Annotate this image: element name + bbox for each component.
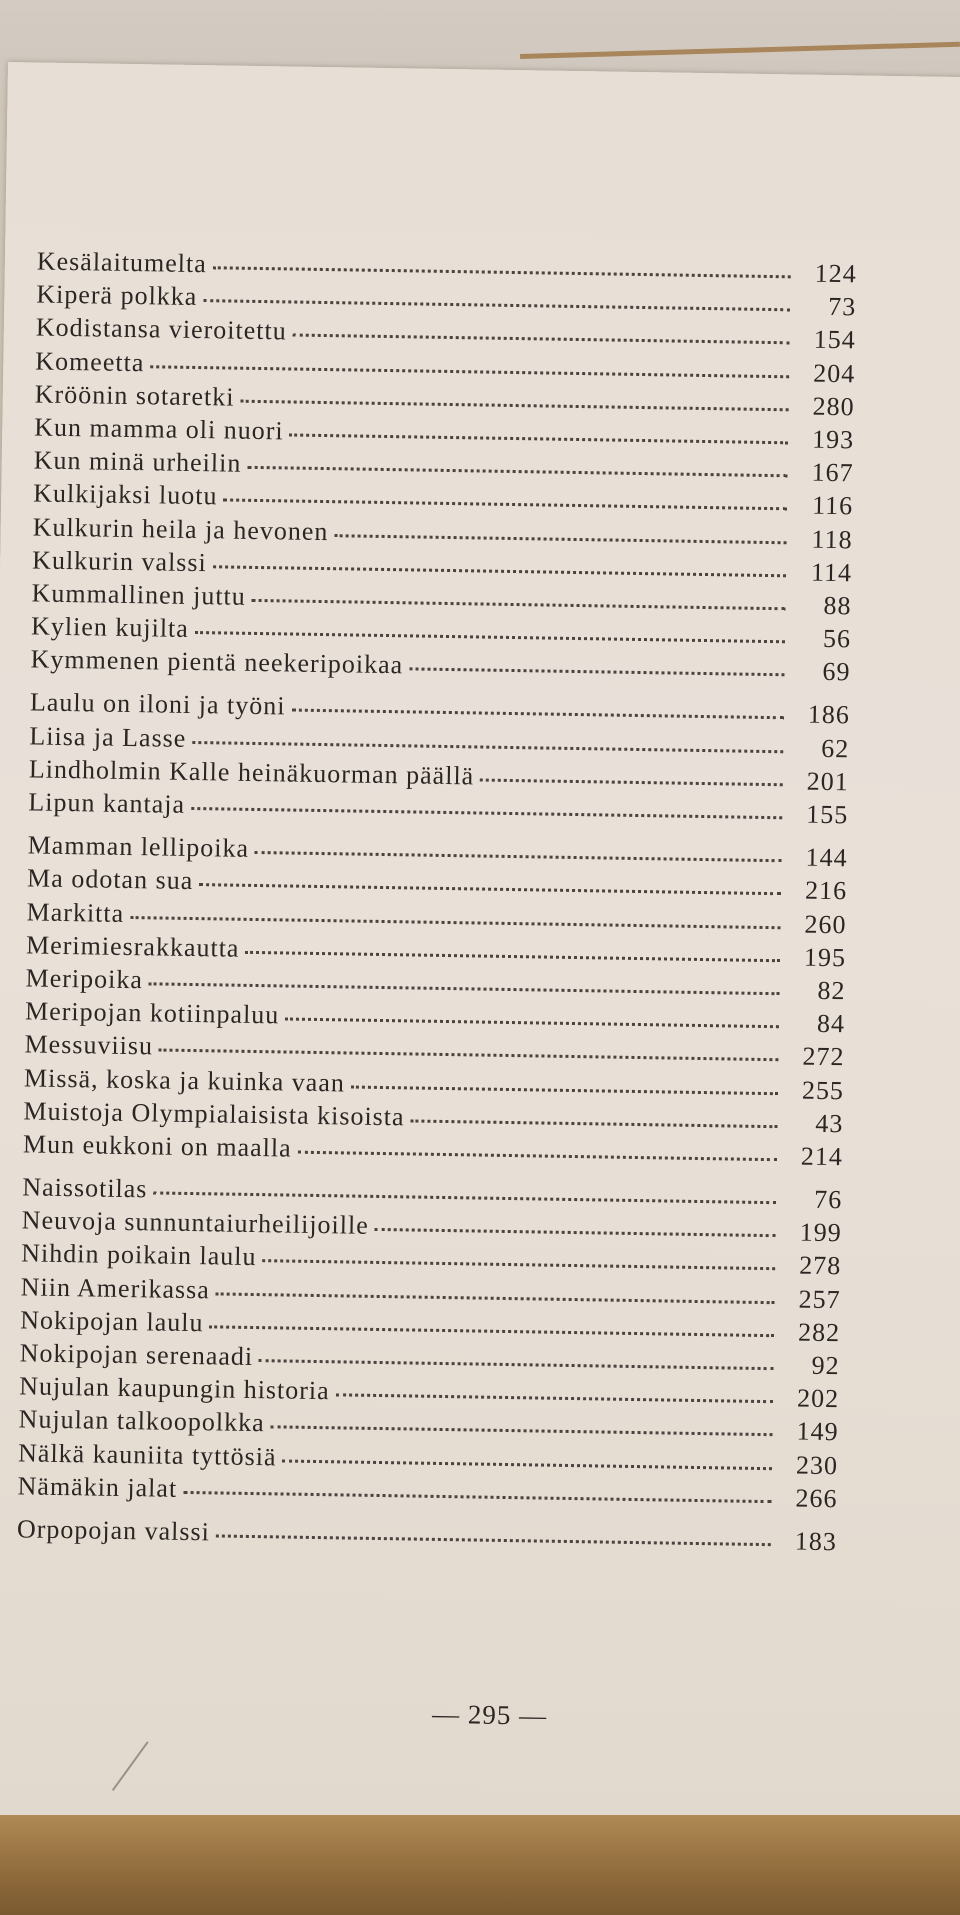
dot-leader — [291, 708, 783, 720]
entry-title: Kun minä urheilin — [33, 445, 242, 478]
entry-page-number: 56 — [822, 623, 852, 654]
entry-page-number: 144 — [805, 842, 848, 873]
entry-title: Missä, koska ja kuinka vaan — [23, 1062, 346, 1097]
entry-title: Kodistansa vieroitettu — [35, 312, 287, 346]
entry-title: Orpopojan valssi — [16, 1514, 211, 1547]
dot-leader — [409, 667, 784, 677]
entry-page-number: 272 — [802, 1041, 845, 1072]
entry-title: Kröönin sotaretki — [34, 379, 235, 412]
dot-leader — [203, 298, 790, 311]
entry-page-number: 266 — [795, 1483, 838, 1513]
dot-leader — [282, 1458, 772, 1470]
entry-title: Kun mamma oli nuori — [34, 412, 284, 446]
toc-entry — [17, 1512, 837, 1558]
entry-page-number: 282 — [797, 1317, 841, 1348]
entry-title: Laulu on iloni ja työni — [29, 687, 286, 721]
dot-leader — [195, 630, 785, 643]
entry-page-number: 214 — [800, 1141, 844, 1172]
entry-page-number: 257 — [798, 1284, 841, 1314]
entry-title: Meripoika — [25, 963, 144, 995]
dot-leader — [213, 265, 791, 278]
dot-leader — [213, 564, 786, 577]
dot-leader — [216, 1533, 771, 1546]
entry-title: Kummallinen juttu — [31, 578, 247, 611]
entry-page-number: 62 — [821, 733, 850, 763]
entry-page-number: 260 — [804, 909, 847, 939]
book-page — [0, 62, 960, 1837]
dot-leader — [223, 498, 787, 511]
dot-leader — [375, 1227, 776, 1237]
entry-title: Muistoja Olympialaisista kisoista — [23, 1096, 405, 1132]
entry-page-number: 73 — [828, 292, 857, 322]
entry-title: Niin Amerikassa — [20, 1271, 211, 1304]
entry-page-number: 154 — [813, 325, 856, 355]
entry-title: Kulkijaksi luotu — [33, 478, 218, 511]
entry-title: Meripojan kotiinpaluu — [24, 996, 280, 1030]
entry-page-number: 149 — [796, 1416, 839, 1447]
entry-title: Nihdin poikain laulu — [21, 1238, 257, 1272]
dot-leader — [240, 398, 788, 411]
dot-leader — [245, 950, 780, 962]
entry-title: Kulkurin heila ja hevonen — [32, 511, 329, 546]
entry-page-number: 216 — [804, 875, 848, 906]
dot-leader — [216, 1291, 775, 1304]
entry-page-number: 82 — [817, 975, 846, 1006]
entry-title: Kulkurin valssi — [31, 545, 208, 577]
entry-page-number: 92 — [811, 1350, 840, 1381]
pencil-mark — [112, 1741, 149, 1791]
entry-title: Lindholmin Kalle heinäkuorman päällä — [28, 754, 475, 791]
entry-page-number: 195 — [803, 942, 847, 973]
dot-leader — [247, 465, 787, 477]
dot-leader — [271, 1425, 773, 1437]
entry-page-number: 280 — [812, 391, 855, 422]
entry-page-number: 118 — [811, 524, 853, 554]
entry-page-number: 43 — [815, 1108, 844, 1138]
entry-page-number: 278 — [798, 1251, 842, 1281]
entry-title: Nokipojan serenaadi — [19, 1338, 254, 1372]
entry-title: Nokipojan laulu — [20, 1305, 204, 1338]
entry-title: Messuviisu — [24, 1029, 154, 1061]
entry-title: Nujulan kaupungin historia — [18, 1371, 330, 1406]
entry-title: Liisa ja Lasse — [29, 721, 187, 753]
entry-title: Naissotilas — [22, 1172, 148, 1204]
page-number: — 295 — — [431, 1698, 548, 1731]
entry-title: Kesälaitumelta — [36, 246, 208, 279]
dot-leader — [351, 1084, 778, 1095]
dot-leader — [255, 850, 782, 862]
dot-leader — [130, 915, 780, 929]
entry-page-number: 202 — [796, 1383, 840, 1414]
dot-leader — [150, 364, 789, 378]
dot-leader — [159, 1048, 779, 1062]
dot-leader — [410, 1118, 777, 1128]
entry-page-number: 116 — [811, 490, 854, 521]
entry-page-number: 230 — [795, 1450, 839, 1480]
dot-leader — [290, 432, 789, 444]
entry-page-number: 114 — [810, 557, 853, 588]
background-bottom — [0, 1815, 960, 1915]
dot-leader — [149, 981, 780, 995]
entry-page-number: 84 — [816, 1008, 846, 1039]
entry-title: Ma odotan sua — [26, 863, 194, 896]
entry-page-number: 199 — [799, 1217, 842, 1248]
dot-leader — [199, 882, 781, 895]
dot-leader — [480, 777, 783, 786]
entry-page-number: 204 — [812, 358, 856, 388]
entry-title: Neuvoja sunnuntaiurheilijoille — [21, 1205, 369, 1241]
entry-title: Nujulan talkoopolkka — [18, 1404, 265, 1438]
entry-page-number: 76 — [814, 1184, 843, 1215]
dot-leader — [252, 598, 786, 610]
entry-title: Lipun kantaja — [28, 787, 186, 819]
dot-leader — [191, 806, 782, 819]
entry-title: Kymmenen pientä neekeripoikaa — [30, 644, 404, 680]
entry-page-number: 201 — [806, 766, 850, 797]
dot-leader — [183, 1490, 771, 1503]
entry-title: Mamman lellipoika — [27, 830, 250, 864]
dot-leader — [334, 533, 786, 544]
dot-leader — [262, 1259, 775, 1271]
entry-page-number: 167 — [811, 457, 854, 488]
dot-leader — [153, 1190, 776, 1204]
entry-title: Merimiesrakkautta — [25, 930, 240, 963]
table-of-contents — [17, 244, 857, 1558]
dot-leader — [293, 333, 790, 345]
entry-title: Nälkä kauniita tyttösiä — [17, 1437, 277, 1471]
entry-page-number: 69 — [822, 657, 851, 687]
entry-title: Nämäkin jalat — [17, 1471, 178, 1503]
entry-page-number: 186 — [807, 700, 851, 730]
dot-leader — [298, 1150, 777, 1162]
entry-title: Kylien kujilta — [30, 611, 190, 643]
entry-page-number: 255 — [801, 1075, 845, 1105]
entry-title: Markitta — [26, 896, 125, 928]
entry-page-number: 88 — [823, 590, 852, 621]
dot-leader — [285, 1017, 779, 1029]
dot-leader — [336, 1392, 773, 1403]
entry-page-number: 183 — [794, 1526, 838, 1557]
entry-title: Kiperä polkka — [36, 279, 198, 312]
entry-page-number: 193 — [811, 424, 855, 455]
entry-page-number: 155 — [806, 799, 849, 830]
dot-leader — [259, 1358, 774, 1370]
dot-leader — [192, 740, 783, 753]
dot-leader — [209, 1324, 774, 1337]
entry-page-number: 124 — [814, 258, 858, 289]
entry-title: Mun eukkoni on maalla — [22, 1129, 292, 1163]
entry-title: Komeetta — [35, 346, 145, 377]
